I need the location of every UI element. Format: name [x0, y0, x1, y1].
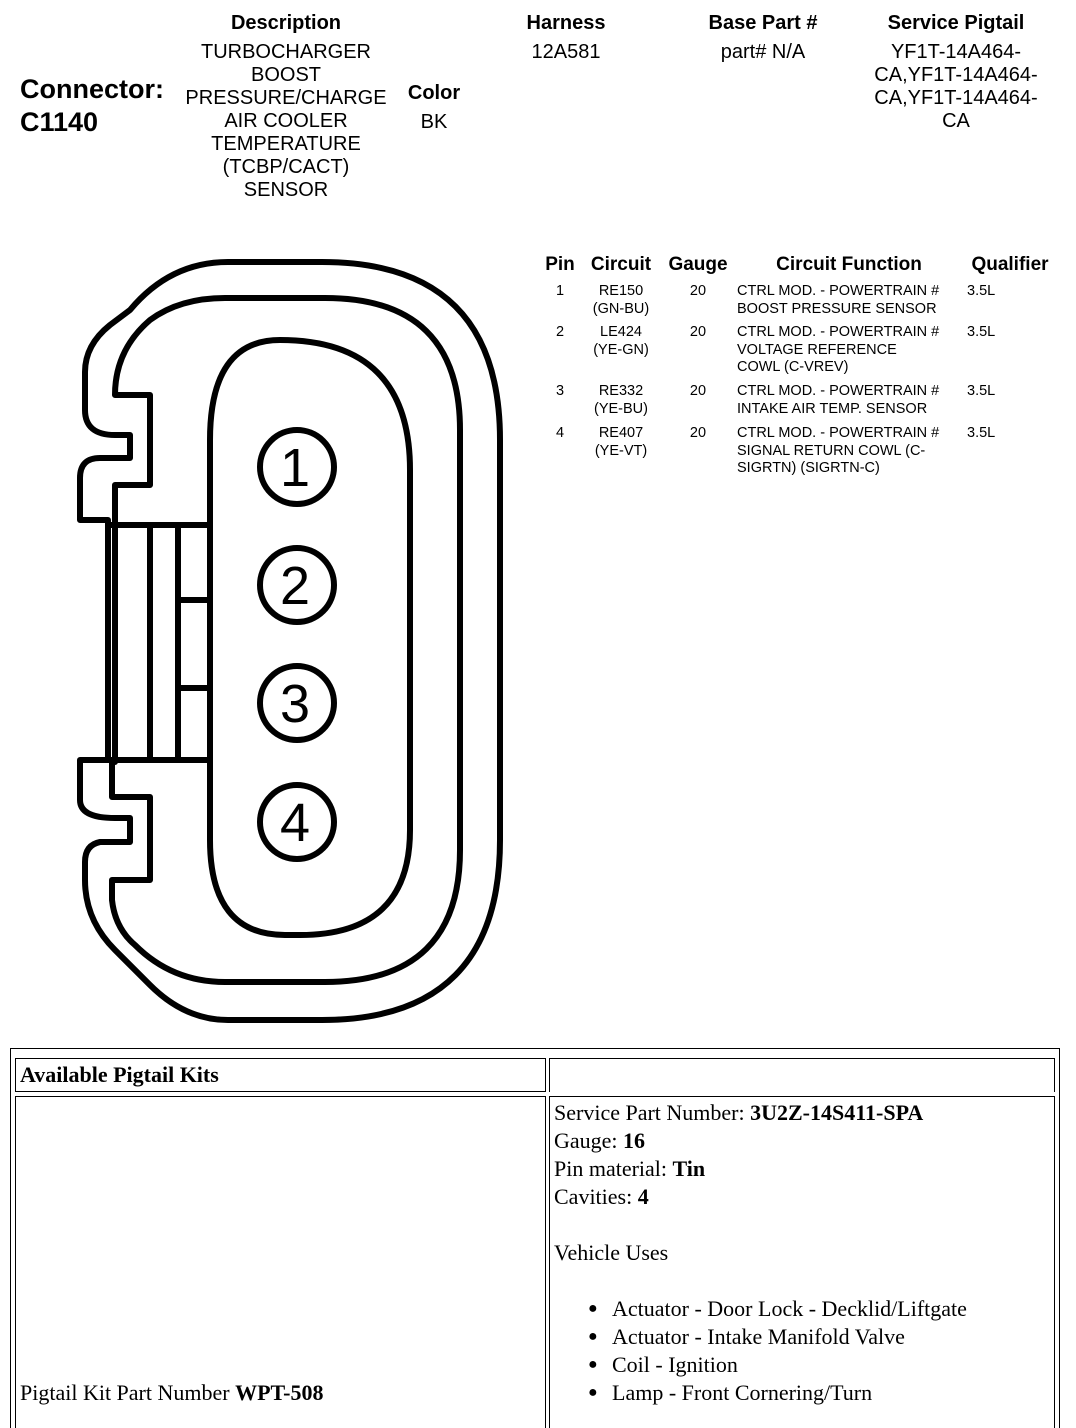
- pin-row-3-pin: 3: [555, 383, 565, 399]
- gauge-line: Gauge: 16: [554, 1128, 646, 1153]
- color-header: Color: [407, 82, 461, 104]
- connector-label: Connector:: [20, 74, 164, 104]
- service-part-number-line: Service Part Number: 3U2Z-14S411-SPA: [554, 1100, 924, 1125]
- harness-header: Harness: [526, 12, 606, 34]
- service-pigtail-header: Service Pigtail: [887, 12, 1025, 34]
- pin-row-2-qualifier: 3.5L: [967, 324, 996, 340]
- vehicle-use-item: ● Actuator - Door Lock - Decklid/Liftgate: [588, 1296, 967, 1321]
- cavities-line: Cavities: 4: [554, 1184, 649, 1209]
- description-header: Description: [230, 12, 342, 34]
- pigtail-kit-cell: [15, 1096, 546, 1428]
- pin-row-2-gauge: 20: [689, 324, 707, 340]
- pigtail-kit-part-number: Pigtail Kit Part Number WPT-508: [20, 1380, 324, 1405]
- gauge-col-header: Gauge: [668, 254, 728, 275]
- pigtail-title-blank-cell: [549, 1058, 1055, 1092]
- base-part-header: Base Part #: [708, 12, 818, 34]
- connector-outer-housing: [80, 262, 500, 1020]
- pin-row-4-circuit: RE407 (YE-VT): [594, 425, 648, 459]
- pin-col-header: Pin: [545, 254, 575, 275]
- pin-1-label: 1: [279, 438, 311, 498]
- pin-row-1-pin: 1: [555, 283, 565, 299]
- pin-4-label: 4: [279, 793, 311, 853]
- pigtail-details: [554, 1099, 967, 1407]
- pin-row-3-circuit: RE332 (YE-BU): [594, 383, 648, 417]
- vehicle-uses-list: [588, 1295, 967, 1407]
- pigtail-title-cell: [15, 1058, 546, 1092]
- pin-row-4-pin: 4: [555, 425, 565, 441]
- pin-2-label: 2: [279, 556, 311, 616]
- pin-row-1-qualifier: 3.5L: [967, 283, 996, 299]
- base-part-value: part# N/A: [720, 41, 806, 63]
- vehicle-uses-label: Vehicle Uses: [554, 1240, 669, 1265]
- connector-face-diagram: [0, 0, 560, 1030]
- pin-row-2-pin: 2: [555, 324, 565, 340]
- pin-row-4-function: CTRL MOD. - POWERTRAIN # SIGNAL RETURN COWL (C- SIGRTN) (SIGRTN-C): [737, 425, 940, 476]
- pin-material-line: Pin material: Tin: [554, 1156, 706, 1181]
- qualifier-col-header: Qualifier: [971, 254, 1049, 275]
- service-pigtail-value: YF1T-14A464- CA,YF1T-14A464- CA,YF1T-14A464- CA: [874, 41, 1038, 132]
- pigtail-title: Available Pigtail Kits: [20, 1062, 219, 1087]
- connector-id: C1140: [20, 107, 99, 137]
- harness-value: 12A581: [531, 41, 601, 63]
- pin-row-3-qualifier: 3.5L: [967, 383, 996, 399]
- vehicle-use-item: ● Actuator - Intake Manifold Valve: [588, 1324, 905, 1349]
- pin-row-1-gauge: 20: [689, 283, 707, 299]
- pin-row-1-function: CTRL MOD. - POWERTRAIN # BOOST PRESSURE SENSOR: [737, 283, 940, 317]
- pigtail-details-cell: [549, 1096, 1055, 1428]
- pin-row-4-gauge: 20: [689, 425, 707, 441]
- vehicle-use-item: ● Coil - Ignition: [588, 1352, 738, 1377]
- pin-row-1-circuit: RE150 (GN-BU): [592, 283, 650, 317]
- pin-row-2-function: CTRL MOD. - POWERTRAIN # VOLTAGE REFERENCE COWL (C-VREV): [737, 324, 940, 375]
- color-value: BK: [420, 111, 448, 133]
- pin-row-2-circuit: LE424 (YE-GN): [593, 324, 649, 358]
- connector-description: TURBOCHARGER BOOST PRESSURE/CHARGE AIR COOLER TEMPERATURE (TCBP/CACT) SENSOR: [185, 41, 387, 201]
- pin-row-4-qualifier: 3.5L: [967, 425, 996, 441]
- vehicle-use-item: ● Lamp - Front Cornering/Turn: [588, 1380, 873, 1405]
- pin-3-label: 3: [279, 674, 311, 734]
- pin-row-3-function: CTRL MOD. - POWERTRAIN # INTAKE AIR TEMP. SENSOR: [737, 383, 940, 417]
- function-col-header: Circuit Function: [776, 254, 922, 275]
- pin-row-3-gauge: 20: [689, 383, 707, 399]
- circuit-col-header: Circuit: [590, 254, 652, 275]
